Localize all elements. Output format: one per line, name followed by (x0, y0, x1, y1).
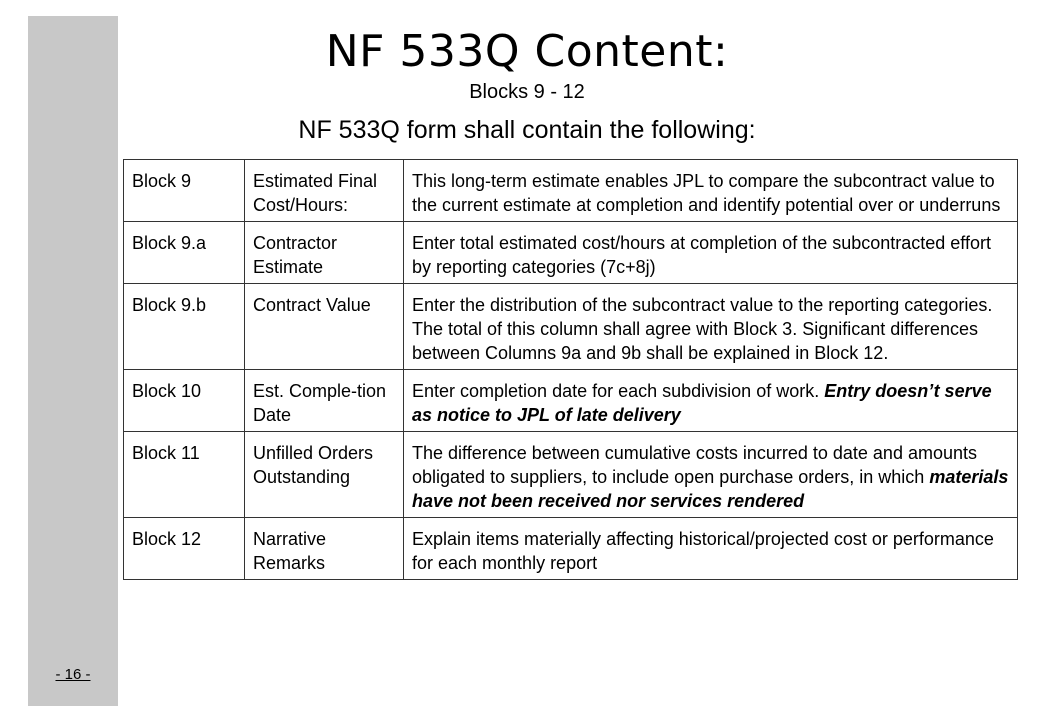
description-cell (404, 284, 1018, 370)
description-text: Explain items materially affecting historical/projected cost or performance for each monthly report (412, 529, 994, 573)
description-text: Enter completion date for each subdivision of work. (412, 381, 825, 401)
table-row (124, 222, 1018, 284)
field-cell: Unfilled Orders Outstanding (245, 432, 404, 518)
description-cell (404, 518, 1018, 580)
content-table (123, 159, 1018, 580)
table-row (124, 160, 1018, 222)
field-cell: Contract Value (245, 284, 404, 370)
slide-title: NF 533Q Content: (325, 26, 729, 77)
block-cell: Block 10 (124, 370, 245, 432)
description-text: Enter total estimated cost/hours at completion of the subcontracted effort by reporting categories (7c+8j) (412, 233, 991, 277)
description-cell (404, 160, 1018, 222)
field-cell: Contractor Estimate (245, 222, 404, 284)
table-row (124, 432, 1018, 518)
block-cell: Block 9.b (124, 284, 245, 370)
description-emphasis: materials have not been received nor services rendered (412, 467, 1009, 511)
description-text: The difference between cumulative costs incurred to date and amounts obligated to suppliers, to include open purchase orders, in which (412, 443, 977, 487)
description-cell (404, 222, 1018, 284)
field-cell: Est. Comple-tion Date (245, 370, 404, 432)
description-cell (404, 432, 1018, 518)
description-cell (404, 370, 1018, 432)
block-cell: Block 9 (124, 160, 245, 222)
table-row (124, 518, 1018, 580)
table-row (124, 370, 1018, 432)
description-text: Enter the distribution of the subcontract value to the reporting categories. The total of this column shall agree with Block 3. Significant differences between Columns 9a and 9b shall be explained in Block 12. (412, 295, 993, 363)
slide-subtitle: Blocks 9 - 12 (469, 81, 585, 103)
block-cell: Block 11 (124, 432, 245, 518)
block-cell: Block 12 (124, 518, 245, 580)
field-cell: Estimated Final Cost/Hours: (245, 160, 404, 222)
sidebar (28, 16, 118, 706)
description-emphasis: Entry doesn’t serve as notice to JPL of late delivery (412, 381, 992, 425)
description-text: This long-term estimate enables JPL to compare the subcontract value to the current estimate at completion and identify potential over or underruns (412, 171, 1001, 215)
slide-heading: NF 533Q form shall contain the following: (298, 116, 756, 144)
field-cell: Narrative Remarks (245, 518, 404, 580)
table-row (124, 284, 1018, 370)
block-cell: Block 9.a (124, 222, 245, 284)
page-number: - 16 - (55, 666, 91, 683)
